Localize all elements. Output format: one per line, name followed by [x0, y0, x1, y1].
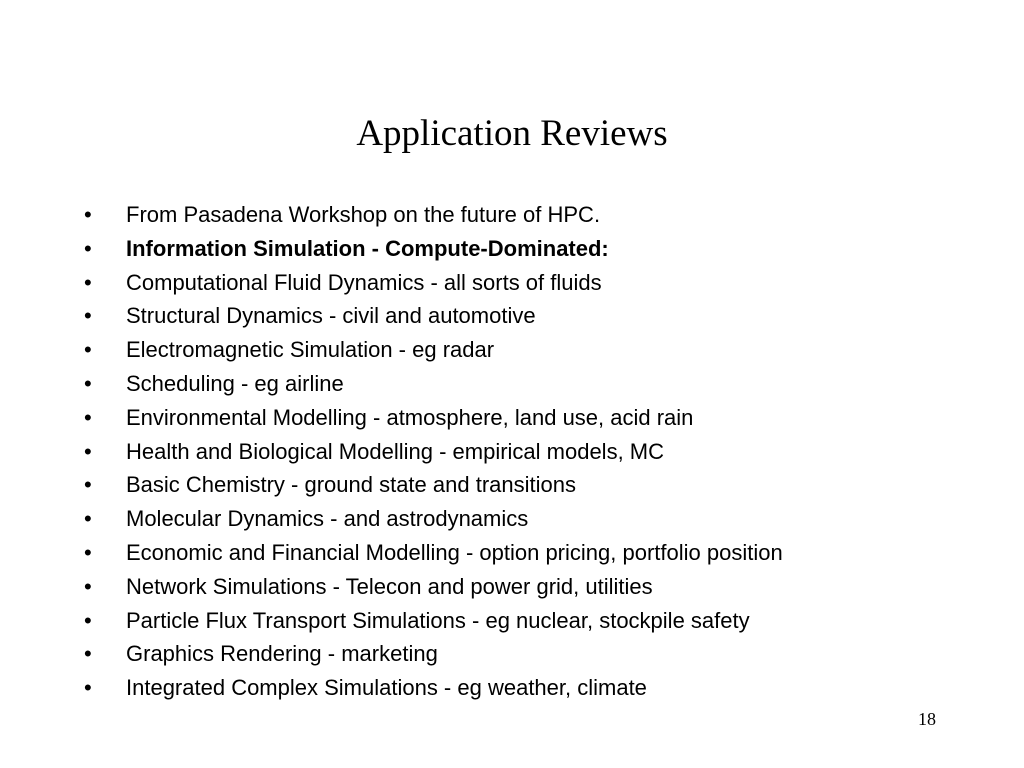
list-item [84, 637, 984, 671]
bullet-text: Health and Biological Modelling - empirical models, MC [126, 438, 665, 464]
list-item [84, 266, 984, 300]
bullet-text: Particle Flux Transport Simulations - eg nuclear, stockpile safety [126, 607, 750, 633]
bullet-text: Economic and Financial Modelling - option pricing, portfolio position [126, 539, 783, 565]
bullet-text: Integrated Complex Simulations - eg weather, climate [126, 675, 647, 701]
bullet-dot-icon: • [84, 641, 92, 667]
bullet-dot-icon: • [84, 438, 92, 464]
bullet-text: Basic Chemistry - ground state and transitions [126, 472, 576, 498]
list-item [84, 198, 984, 232]
bullet-text: Scheduling - eg airline [126, 370, 344, 396]
list-item [84, 502, 984, 536]
bullet-dot-icon: • [84, 404, 92, 430]
list-item [84, 468, 984, 502]
list-item [84, 435, 984, 469]
bullet-dot-icon: • [84, 202, 92, 227]
list-item [84, 367, 984, 401]
list-item [84, 671, 984, 705]
bullet-dot-icon: • [84, 370, 92, 396]
bullet-list [84, 198, 984, 705]
bullet-dot-icon: • [84, 269, 92, 295]
list-item [84, 333, 984, 367]
bullet-dot-icon: • [84, 539, 92, 565]
list-item [84, 299, 984, 333]
bullet-text: Environmental Modelling - atmosphere, land use, acid rain [126, 404, 694, 430]
bullet-text: Graphics Rendering - marketing [126, 641, 438, 667]
page-number: 18 [918, 709, 936, 729]
bullet-dot-icon: • [84, 607, 92, 633]
bullet-dot-icon: • [84, 303, 92, 329]
bullet-text: From Pasadena Workshop on the future of HPC. [126, 202, 601, 227]
bullet-text: Information Simulation - Compute-Dominated: [126, 235, 609, 261]
bullet-text: Electromagnetic Simulation - eg radar [126, 337, 495, 363]
list-item [84, 401, 984, 435]
bullet-text: Network Simulations - Telecon and power grid, utilities [126, 573, 653, 599]
list-item [84, 570, 984, 604]
bullet-dot-icon: • [84, 235, 92, 261]
bullet-text: Computational Fluid Dynamics - all sorts of fluids [126, 269, 602, 295]
bullet-dot-icon: • [84, 337, 92, 363]
bullet-dot-icon: • [84, 472, 92, 498]
bullet-dot-icon: • [84, 675, 92, 701]
slide-title: Application Reviews [356, 113, 668, 154]
list-item [84, 604, 984, 638]
bullet-text: Molecular Dynamics - and astrodynamics [126, 506, 529, 532]
bullet-dot-icon: • [84, 506, 92, 532]
bullet-text: Structural Dynamics - civil and automotive [126, 303, 536, 329]
bullet-dot-icon: • [84, 573, 92, 599]
list-item [84, 232, 984, 266]
list-item [84, 536, 984, 570]
